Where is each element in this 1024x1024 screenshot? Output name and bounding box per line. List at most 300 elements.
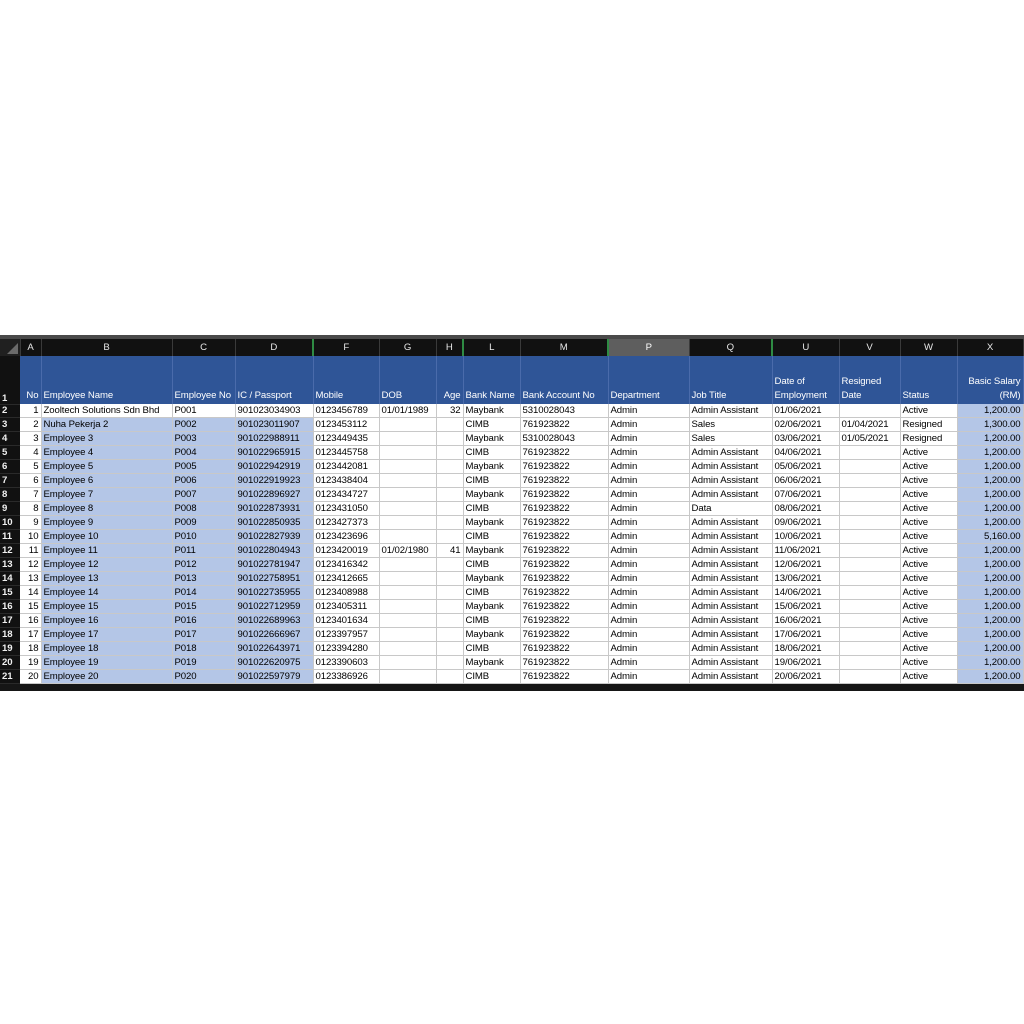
cell-salary[interactable]: 1,200.00 (957, 432, 1023, 446)
cell-salary[interactable]: 1,200.00 (957, 516, 1023, 530)
cell-bank[interactable]: Maybank (463, 600, 520, 614)
cell-bank[interactable]: CIMB (463, 502, 520, 516)
cell-dept[interactable]: Admin (608, 516, 689, 530)
cell-status[interactable]: Active (900, 642, 957, 656)
cell-dept[interactable]: Admin (608, 558, 689, 572)
cell-age[interactable] (436, 628, 463, 642)
cell-job[interactable]: Data (689, 502, 772, 516)
cell-job[interactable]: Admin Assistant (689, 642, 772, 656)
cell-salary[interactable]: 1,200.00 (957, 460, 1023, 474)
cell-doe[interactable]: 03/06/2021 (772, 432, 839, 446)
cell-status[interactable]: Active (900, 404, 957, 418)
cell-doe[interactable]: 02/06/2021 (772, 418, 839, 432)
cell-acct[interactable]: 761923822 (520, 530, 608, 544)
cell-acct[interactable]: 761923822 (520, 586, 608, 600)
cell-bank[interactable]: CIMB (463, 558, 520, 572)
cell-age[interactable] (436, 670, 463, 684)
cell-dob[interactable] (379, 642, 436, 656)
cell-empno[interactable]: P002 (172, 418, 235, 432)
cell-dept[interactable]: Admin (608, 586, 689, 600)
cell-mobile[interactable]: 0123416342 (313, 558, 379, 572)
cell-dob[interactable]: 01/01/1989 (379, 404, 436, 418)
cell-age[interactable] (436, 586, 463, 600)
cell-bank[interactable]: CIMB (463, 642, 520, 656)
cell-salary[interactable]: 5,160.00 (957, 530, 1023, 544)
cell-resigned[interactable] (839, 474, 900, 488)
cell-status[interactable]: Active (900, 502, 957, 516)
cell-acct[interactable]: 761923822 (520, 642, 608, 656)
row-number-16[interactable]: 16 (0, 600, 20, 614)
cell-dept[interactable]: Admin (608, 460, 689, 474)
cell-mobile[interactable]: 0123401634 (313, 614, 379, 628)
cell-job[interactable]: Sales (689, 418, 772, 432)
cell-salary[interactable]: 1,300.00 (957, 418, 1023, 432)
cell-ic[interactable]: 901022896927 (235, 488, 313, 502)
cell-ic[interactable]: 901022597979 (235, 670, 313, 684)
cell-job[interactable]: Admin Assistant (689, 446, 772, 460)
cell-job[interactable]: Admin Assistant (689, 628, 772, 642)
row-number-9[interactable]: 9 (0, 502, 20, 516)
cell-empno[interactable]: P017 (172, 628, 235, 642)
cell-no[interactable]: 12 (20, 558, 41, 572)
cell-dob[interactable] (379, 558, 436, 572)
cell-resigned[interactable] (839, 502, 900, 516)
cell-name[interactable]: Employee 12 (41, 558, 172, 572)
cell-status[interactable]: Resigned (900, 432, 957, 446)
cell-status[interactable]: Active (900, 474, 957, 488)
cell-empno[interactable]: P001 (172, 404, 235, 418)
column-header-g[interactable]: G (379, 339, 436, 356)
row-number-19[interactable]: 19 (0, 642, 20, 656)
cell-age[interactable] (436, 502, 463, 516)
cell-mobile[interactable]: 0123412665 (313, 572, 379, 586)
header-cell[interactable]: Resigned Date (839, 356, 900, 404)
cell-doe[interactable]: 13/06/2021 (772, 572, 839, 586)
cell-bank[interactable]: Maybank (463, 404, 520, 418)
cell-ic[interactable]: 901022620975 (235, 656, 313, 670)
row-number-13[interactable]: 13 (0, 558, 20, 572)
cell-no[interactable]: 10 (20, 530, 41, 544)
row-number-14[interactable]: 14 (0, 572, 20, 586)
cell-name[interactable]: Employee 14 (41, 586, 172, 600)
cell-dob[interactable] (379, 502, 436, 516)
cell-no[interactable]: 8 (20, 502, 41, 516)
cell-job[interactable]: Admin Assistant (689, 572, 772, 586)
cell-no[interactable]: 11 (20, 544, 41, 558)
cell-empno[interactable]: P012 (172, 558, 235, 572)
cell-empno[interactable]: P007 (172, 488, 235, 502)
column-header-h[interactable]: H (436, 339, 463, 356)
header-cell[interactable]: Employee No (172, 356, 235, 404)
cell-acct[interactable]: 761923822 (520, 656, 608, 670)
cell-ic[interactable]: 901022712959 (235, 600, 313, 614)
cell-acct[interactable]: 761923822 (520, 446, 608, 460)
header-cell[interactable]: Mobile (313, 356, 379, 404)
cell-job[interactable]: Admin Assistant (689, 516, 772, 530)
cell-status[interactable]: Active (900, 516, 957, 530)
row-number-20[interactable]: 20 (0, 656, 20, 670)
cell-job[interactable]: Admin Assistant (689, 404, 772, 418)
cell-resigned[interactable] (839, 586, 900, 600)
cell-status[interactable]: Active (900, 572, 957, 586)
row-number-18[interactable]: 18 (0, 628, 20, 642)
header-cell[interactable]: Bank Account No (520, 356, 608, 404)
cell-name[interactable]: Employee 10 (41, 530, 172, 544)
cell-bank[interactable]: CIMB (463, 418, 520, 432)
cell-dob[interactable] (379, 488, 436, 502)
cell-empno[interactable]: P011 (172, 544, 235, 558)
cell-name[interactable]: Employee 13 (41, 572, 172, 586)
cell-dept[interactable]: Admin (608, 614, 689, 628)
cell-job[interactable]: Admin Assistant (689, 488, 772, 502)
cell-doe[interactable]: 06/06/2021 (772, 474, 839, 488)
cell-ic[interactable]: 901022919923 (235, 474, 313, 488)
cell-no[interactable]: 14 (20, 586, 41, 600)
cell-acct[interactable]: 761923822 (520, 572, 608, 586)
cell-salary[interactable]: 1,200.00 (957, 558, 1023, 572)
cell-resigned[interactable] (839, 558, 900, 572)
cell-doe[interactable]: 14/06/2021 (772, 586, 839, 600)
row-number-8[interactable]: 8 (0, 488, 20, 502)
cell-name[interactable]: Employee 8 (41, 502, 172, 516)
cell-empno[interactable]: P005 (172, 460, 235, 474)
cell-mobile[interactable]: 0123438404 (313, 474, 379, 488)
cell-dept[interactable]: Admin (608, 418, 689, 432)
cell-age[interactable] (436, 474, 463, 488)
cell-dept[interactable]: Admin (608, 530, 689, 544)
cell-ic[interactable]: 901022942919 (235, 460, 313, 474)
cell-dept[interactable]: Admin (608, 488, 689, 502)
cell-bank[interactable]: Maybank (463, 544, 520, 558)
cell-no[interactable]: 18 (20, 642, 41, 656)
header-cell[interactable]: Employee Name (41, 356, 172, 404)
cell-salary[interactable]: 1,200.00 (957, 656, 1023, 670)
cell-status[interactable]: Active (900, 544, 957, 558)
cell-empno[interactable]: P004 (172, 446, 235, 460)
cell-empno[interactable]: P016 (172, 614, 235, 628)
cell-acct[interactable]: 761923822 (520, 670, 608, 684)
row-number-11[interactable]: 11 (0, 530, 20, 544)
cell-mobile[interactable]: 0123442081 (313, 460, 379, 474)
cell-resigned[interactable]: 01/05/2021 (839, 432, 900, 446)
cell-name[interactable]: Employee 20 (41, 670, 172, 684)
cell-mobile[interactable]: 0123405311 (313, 600, 379, 614)
cell-age[interactable] (436, 418, 463, 432)
cell-acct[interactable]: 761923822 (520, 628, 608, 642)
cell-dob[interactable] (379, 572, 436, 586)
cell-age[interactable]: 32 (436, 404, 463, 418)
cell-no[interactable]: 13 (20, 572, 41, 586)
cell-age[interactable]: 41 (436, 544, 463, 558)
cell-name[interactable]: Employee 7 (41, 488, 172, 502)
cell-ic[interactable]: 901022758951 (235, 572, 313, 586)
cell-bank[interactable]: Maybank (463, 656, 520, 670)
row-number-7[interactable]: 7 (0, 474, 20, 488)
cell-resigned[interactable] (839, 404, 900, 418)
cell-salary[interactable]: 1,200.00 (957, 628, 1023, 642)
cell-name[interactable]: Employee 19 (41, 656, 172, 670)
cell-doe[interactable]: 19/06/2021 (772, 656, 839, 670)
cell-age[interactable] (436, 460, 463, 474)
cell-status[interactable]: Active (900, 600, 957, 614)
cell-doe[interactable]: 08/06/2021 (772, 502, 839, 516)
row-number-3[interactable]: 3 (0, 418, 20, 432)
column-header-w[interactable]: W (900, 339, 957, 356)
cell-age[interactable] (436, 600, 463, 614)
cell-acct[interactable]: 761923822 (520, 614, 608, 628)
cell-ic[interactable]: 901022850935 (235, 516, 313, 530)
cell-no[interactable]: 17 (20, 628, 41, 642)
cell-ic[interactable]: 901022781947 (235, 558, 313, 572)
cell-doe[interactable]: 17/06/2021 (772, 628, 839, 642)
cell-age[interactable] (436, 572, 463, 586)
cell-empno[interactable]: P006 (172, 474, 235, 488)
cell-mobile[interactable]: 0123449435 (313, 432, 379, 446)
cell-acct[interactable]: 761923822 (520, 460, 608, 474)
cell-dob[interactable] (379, 670, 436, 684)
cell-acct[interactable]: 761923822 (520, 418, 608, 432)
cell-resigned[interactable] (839, 600, 900, 614)
cell-dob[interactable] (379, 474, 436, 488)
cell-dob[interactable] (379, 586, 436, 600)
row-number-10[interactable]: 10 (0, 516, 20, 530)
cell-resigned[interactable] (839, 670, 900, 684)
header-cell[interactable]: Age (436, 356, 463, 404)
cell-bank[interactable]: Maybank (463, 432, 520, 446)
cell-job[interactable]: Admin Assistant (689, 586, 772, 600)
cell-dept[interactable]: Admin (608, 642, 689, 656)
header-cell[interactable]: DOB (379, 356, 436, 404)
cell-age[interactable] (436, 516, 463, 530)
cell-status[interactable]: Active (900, 656, 957, 670)
cell-bank[interactable]: Maybank (463, 572, 520, 586)
cell-salary[interactable]: 1,200.00 (957, 544, 1023, 558)
cell-mobile[interactable]: 0123453112 (313, 418, 379, 432)
cell-mobile[interactable]: 0123423696 (313, 530, 379, 544)
cell-mobile[interactable]: 0123394280 (313, 642, 379, 656)
cell-name[interactable]: Zooltech Solutions Sdn Bhd (41, 404, 172, 418)
header-cell[interactable]: Department (608, 356, 689, 404)
cell-doe[interactable]: 20/06/2021 (772, 670, 839, 684)
cell-name[interactable]: Employee 5 (41, 460, 172, 474)
cell-ic[interactable]: 901022689963 (235, 614, 313, 628)
cell-empno[interactable]: P015 (172, 600, 235, 614)
cell-status[interactable]: Active (900, 586, 957, 600)
cell-age[interactable] (436, 558, 463, 572)
cell-dob[interactable] (379, 614, 436, 628)
cell-ic[interactable]: 901022643971 (235, 642, 313, 656)
cell-status[interactable]: Active (900, 670, 957, 684)
cell-age[interactable] (436, 642, 463, 656)
cell-mobile[interactable]: 0123386926 (313, 670, 379, 684)
cell-status[interactable]: Active (900, 628, 957, 642)
header-cell[interactable]: IC / Passport (235, 356, 313, 404)
cell-resigned[interactable] (839, 460, 900, 474)
header-cell[interactable]: Date of Employment (772, 356, 839, 404)
cell-salary[interactable]: 1,200.00 (957, 446, 1023, 460)
cell-dob[interactable] (379, 656, 436, 670)
cell-no[interactable]: 19 (20, 656, 41, 670)
cell-age[interactable] (436, 432, 463, 446)
cell-dob[interactable] (379, 600, 436, 614)
cell-ic[interactable]: 901023034903 (235, 404, 313, 418)
cell-mobile[interactable]: 0123445758 (313, 446, 379, 460)
cell-mobile[interactable]: 0123456789 (313, 404, 379, 418)
cell-acct[interactable]: 761923822 (520, 488, 608, 502)
cell-mobile[interactable]: 0123397957 (313, 628, 379, 642)
cell-dept[interactable]: Admin (608, 656, 689, 670)
cell-status[interactable]: Active (900, 446, 957, 460)
cell-no[interactable]: 1 (20, 404, 41, 418)
cell-ic[interactable]: 901022988911 (235, 432, 313, 446)
cell-age[interactable] (436, 446, 463, 460)
cell-dob[interactable] (379, 516, 436, 530)
cell-ic[interactable]: 901022804943 (235, 544, 313, 558)
cell-empno[interactable]: P008 (172, 502, 235, 516)
cell-doe[interactable]: 11/06/2021 (772, 544, 839, 558)
header-cell[interactable]: Status (900, 356, 957, 404)
cell-bank[interactable]: CIMB (463, 474, 520, 488)
cell-resigned[interactable] (839, 446, 900, 460)
cell-status[interactable]: Active (900, 488, 957, 502)
cell-resigned[interactable] (839, 656, 900, 670)
select-all-button[interactable] (0, 339, 20, 356)
cell-resigned[interactable]: 01/04/2021 (839, 418, 900, 432)
cell-salary[interactable]: 1,200.00 (957, 600, 1023, 614)
cell-salary[interactable]: 1,200.00 (957, 586, 1023, 600)
cell-doe[interactable]: 12/06/2021 (772, 558, 839, 572)
row-number-12[interactable]: 12 (0, 544, 20, 558)
cell-empno[interactable]: P009 (172, 516, 235, 530)
cell-resigned[interactable] (839, 628, 900, 642)
cell-bank[interactable]: CIMB (463, 446, 520, 460)
cell-doe[interactable]: 04/06/2021 (772, 446, 839, 460)
cell-no[interactable]: 9 (20, 516, 41, 530)
row-number-5[interactable]: 5 (0, 446, 20, 460)
cell-age[interactable] (436, 488, 463, 502)
header-cell[interactable]: Job Title (689, 356, 772, 404)
cell-salary[interactable]: 1,200.00 (957, 488, 1023, 502)
cell-no[interactable]: 20 (20, 670, 41, 684)
row-number-1[interactable]: 1 (0, 356, 20, 404)
cell-bank[interactable]: Maybank (463, 516, 520, 530)
cell-mobile[interactable]: 0123390603 (313, 656, 379, 670)
cell-ic[interactable]: 901022965915 (235, 446, 313, 460)
cell-name[interactable]: Employee 16 (41, 614, 172, 628)
cell-acct[interactable]: 761923822 (520, 558, 608, 572)
cell-dept[interactable]: Admin (608, 670, 689, 684)
cell-resigned[interactable] (839, 488, 900, 502)
cell-acct[interactable]: 761923822 (520, 502, 608, 516)
cell-bank[interactable]: Maybank (463, 628, 520, 642)
cell-resigned[interactable] (839, 642, 900, 656)
header-cell[interactable]: No (20, 356, 41, 404)
row-number-21[interactable]: 21 (0, 670, 20, 684)
cell-no[interactable]: 7 (20, 488, 41, 502)
column-header-u[interactable]: U (772, 339, 839, 356)
cell-resigned[interactable] (839, 614, 900, 628)
cell-status[interactable]: Active (900, 558, 957, 572)
cell-resigned[interactable] (839, 572, 900, 586)
cell-acct[interactable]: 761923822 (520, 544, 608, 558)
cell-doe[interactable]: 01/06/2021 (772, 404, 839, 418)
cell-acct[interactable]: 5310028043 (520, 432, 608, 446)
cell-dob[interactable]: 01/02/1980 (379, 544, 436, 558)
cell-ic[interactable]: 901022666967 (235, 628, 313, 642)
cell-job[interactable]: Admin Assistant (689, 656, 772, 670)
cell-bank[interactable]: Maybank (463, 460, 520, 474)
column-header-a[interactable]: A (20, 339, 41, 356)
header-cell[interactable]: Basic Salary (RM) (957, 356, 1023, 404)
cell-bank[interactable]: CIMB (463, 530, 520, 544)
cell-empno[interactable]: P019 (172, 656, 235, 670)
cell-name[interactable]: Employee 6 (41, 474, 172, 488)
column-header-x[interactable]: X (957, 339, 1023, 356)
cell-dept[interactable]: Admin (608, 628, 689, 642)
cell-name[interactable]: Employee 9 (41, 516, 172, 530)
column-header-l[interactable]: L (463, 339, 520, 356)
cell-job[interactable]: Sales (689, 432, 772, 446)
column-header-b[interactable]: B (41, 339, 172, 356)
row-number-6[interactable]: 6 (0, 460, 20, 474)
cell-mobile[interactable]: 0123427373 (313, 516, 379, 530)
cell-mobile[interactable]: 0123420019 (313, 544, 379, 558)
cell-dept[interactable]: Admin (608, 446, 689, 460)
cell-ic[interactable]: 901022873931 (235, 502, 313, 516)
cell-doe[interactable]: 15/06/2021 (772, 600, 839, 614)
cell-salary[interactable]: 1,200.00 (957, 642, 1023, 656)
row-number-2[interactable]: 2 (0, 404, 20, 418)
cell-empno[interactable]: P010 (172, 530, 235, 544)
column-header-m[interactable]: M (520, 339, 608, 356)
cell-dept[interactable]: Admin (608, 544, 689, 558)
row-number-15[interactable]: 15 (0, 586, 20, 600)
cell-job[interactable]: Admin Assistant (689, 558, 772, 572)
cell-name[interactable]: Employee 18 (41, 642, 172, 656)
cell-dept[interactable]: Admin (608, 502, 689, 516)
cell-doe[interactable]: 16/06/2021 (772, 614, 839, 628)
column-header-d[interactable]: D (235, 339, 313, 356)
cell-mobile[interactable]: 0123434727 (313, 488, 379, 502)
cell-empno[interactable]: P020 (172, 670, 235, 684)
cell-salary[interactable]: 1,200.00 (957, 502, 1023, 516)
cell-no[interactable]: 4 (20, 446, 41, 460)
cell-dob[interactable] (379, 628, 436, 642)
header-cell[interactable]: Bank Name (463, 356, 520, 404)
cell-no[interactable]: 3 (20, 432, 41, 446)
cell-job[interactable]: Admin Assistant (689, 670, 772, 684)
cell-acct[interactable]: 5310028043 (520, 404, 608, 418)
cell-resigned[interactable] (839, 544, 900, 558)
cell-no[interactable]: 2 (20, 418, 41, 432)
cell-ic[interactable]: 901023011907 (235, 418, 313, 432)
cell-acct[interactable]: 761923822 (520, 600, 608, 614)
cell-no[interactable]: 15 (20, 600, 41, 614)
cell-empno[interactable]: P003 (172, 432, 235, 446)
cell-dob[interactable] (379, 418, 436, 432)
cell-name[interactable]: Employee 11 (41, 544, 172, 558)
column-header-c[interactable]: C (172, 339, 235, 356)
cell-status[interactable]: Active (900, 614, 957, 628)
cell-status[interactable]: Resigned (900, 418, 957, 432)
cell-dob[interactable] (379, 530, 436, 544)
cell-doe[interactable]: 09/06/2021 (772, 516, 839, 530)
cell-dob[interactable] (379, 432, 436, 446)
row-number-17[interactable]: 17 (0, 614, 20, 628)
cell-dob[interactable] (379, 446, 436, 460)
cell-job[interactable]: Admin Assistant (689, 544, 772, 558)
cell-doe[interactable]: 18/06/2021 (772, 642, 839, 656)
